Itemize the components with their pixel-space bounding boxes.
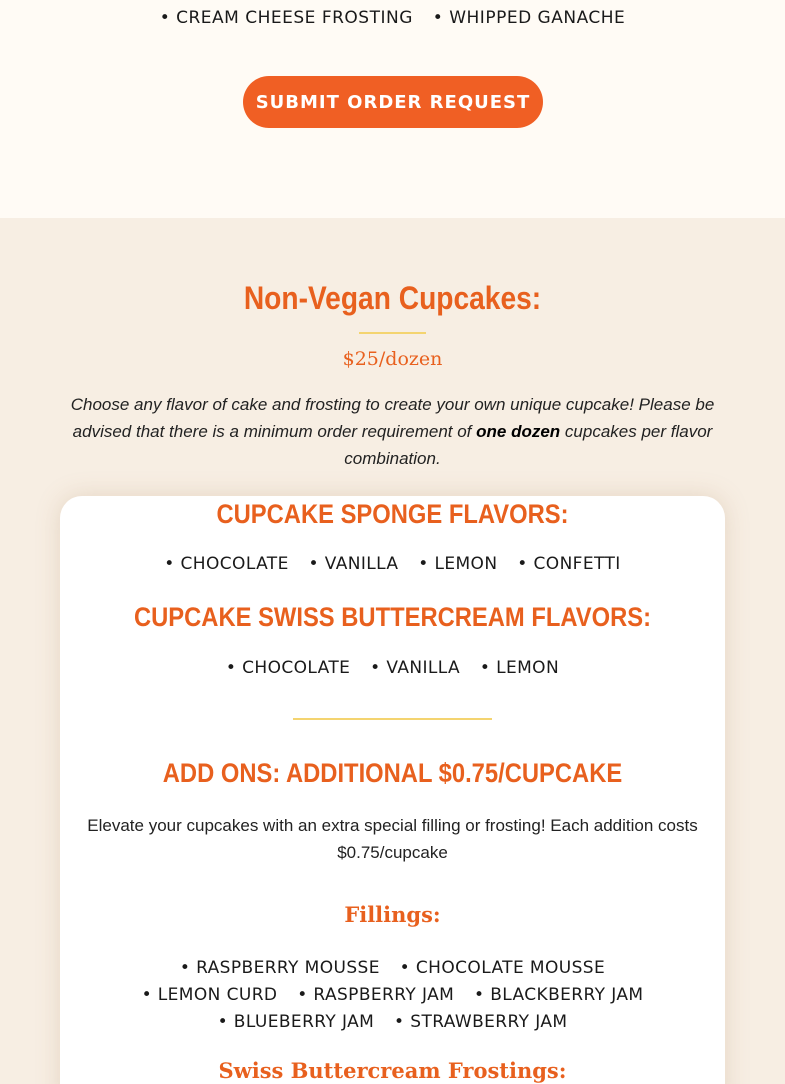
- list-item: • LEMON CURD: [141, 985, 278, 1005]
- list-item: • WHIPPED GANACHE: [432, 8, 626, 28]
- section-title: Non-Vegan Cupcakes:: [243, 280, 542, 316]
- list-item: • VANILLA: [308, 554, 399, 574]
- list-item: • CREAM CHEESE FROSTING: [159, 8, 413, 28]
- emphasis: one dozen: [476, 422, 561, 441]
- divider: [293, 718, 492, 720]
- fillings-heading: Fillings:: [344, 902, 441, 927]
- addons-heading: ADD ONS: ADDITIONAL $0.75/CUPCAKE: [162, 758, 623, 788]
- list-item: • VANILLA: [370, 658, 461, 678]
- frosting-list: [0, 8, 785, 28]
- buttercream-list: [60, 655, 725, 682]
- list-item: • CONFETTI: [517, 554, 621, 574]
- list-item: • LEMON: [418, 554, 498, 574]
- sponge-heading: CUPCAKE SPONGE FLAVORS:: [216, 499, 569, 529]
- list-item: • CHOCOLATE: [164, 554, 289, 574]
- divider: [359, 332, 426, 334]
- list-item: • RASPBERRY JAM: [297, 985, 455, 1005]
- list-item: • CHOCOLATE: [225, 658, 351, 678]
- list-item: • STRAWBERRY JAM: [394, 1012, 568, 1032]
- flavor-card: [60, 496, 725, 1084]
- list-item: • BLUEBERRY JAM: [217, 1012, 375, 1032]
- frostings-heading: Swiss Buttercream Frostings:: [218, 1058, 567, 1083]
- list-item: • BLACKBERRY JAM: [473, 985, 644, 1005]
- sponge-list: [60, 551, 725, 578]
- submit-order-button[interactable]: SUBMIT ORDER REQUEST: [243, 76, 543, 128]
- previous-section: [0, 0, 785, 218]
- intro-text: Choose any flavor of cake and frosting to create your own unique cupcake! Please be advised that there is a minimum order requirement of one dozen cupcakes per flavor combination.: [70, 395, 715, 468]
- list-item: • CHOCOLATE MOUSSE: [399, 958, 606, 978]
- list-item: • LEMON: [479, 658, 560, 678]
- fillings-list: [60, 955, 725, 1036]
- price-label: $25/dozen: [342, 348, 443, 370]
- addons-description: Elevate your cupcakes with an extra special filling or frosting! Each addition costs $0.75/cupcake: [87, 816, 698, 862]
- buttercream-heading: CUPCAKE SWISS BUTTERCREAM FLAVORS:: [133, 602, 652, 632]
- list-item: • RASPBERRY MOUSSE: [179, 958, 380, 978]
